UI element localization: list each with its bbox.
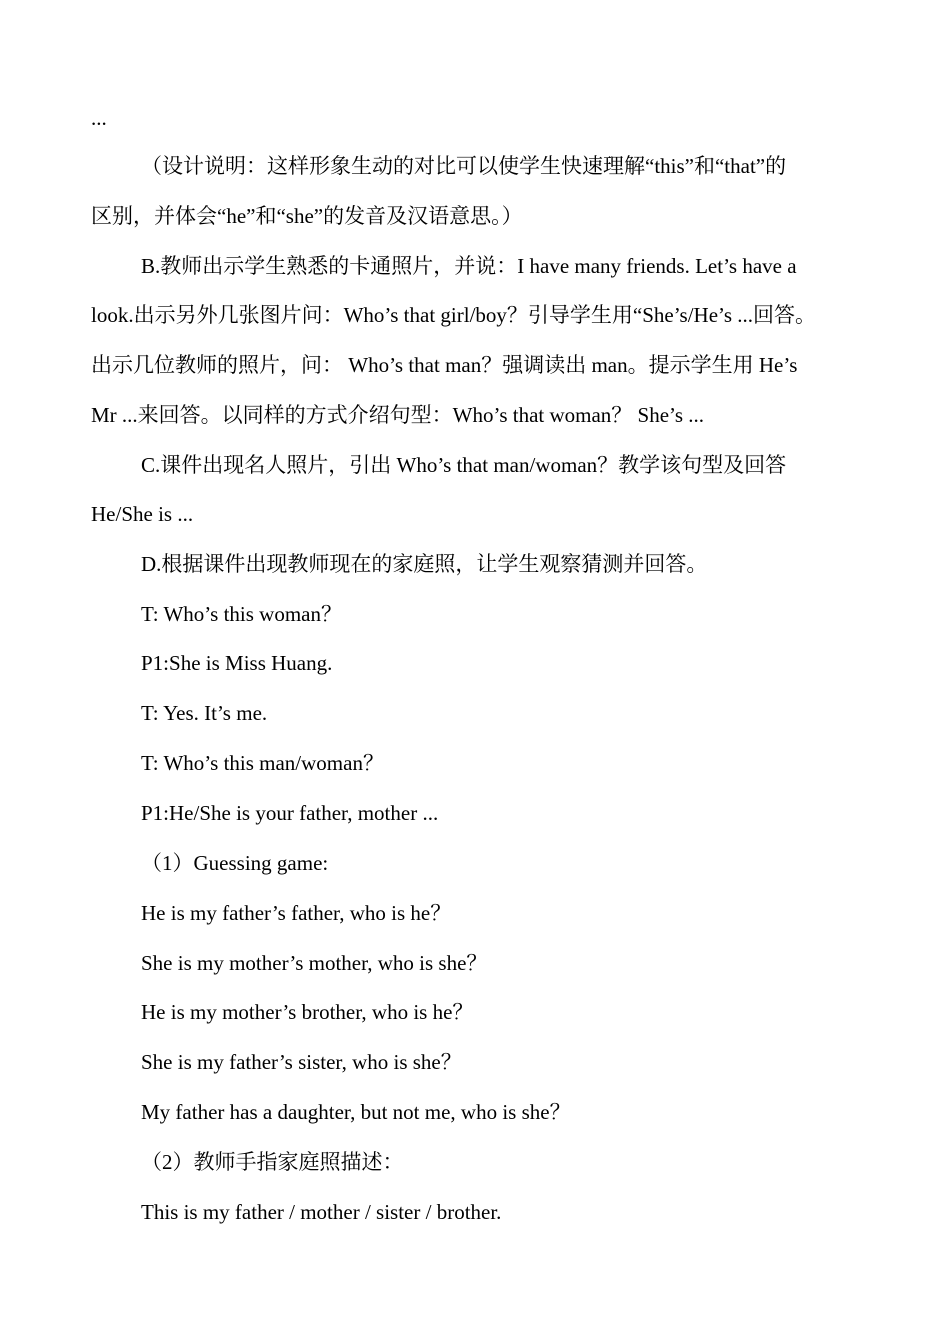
guessing-game-heading: （1）Guessing game: — [141, 851, 329, 875]
step-d-line: D.根据课件出现教师现在的家庭照，让学生观察猜测并回答。 — [141, 552, 708, 576]
step-c-line-1: C.课件出现名人照片，引出 Who’s that man/woman？教学该句型及回答 — [141, 453, 787, 477]
family-photo-heading: （2）教师手指家庭照描述： — [141, 1150, 404, 1174]
dialogue-line-2: P1:She is Miss Huang. — [141, 651, 333, 675]
ellipsis-line: ... — [91, 106, 107, 130]
family-description-line: This is my father / mother / sister / brother. — [141, 1200, 502, 1224]
dialogue-line-1: T: Who’s this woman？ — [141, 602, 342, 626]
step-c-line-2: He/She is ... — [91, 502, 194, 526]
dialogue-line-4: T: Who’s this man/woman？ — [141, 751, 384, 775]
step-b-line-1: B.教师出示学生熟悉的卡通照片，并说：I have many friends. Let’s have a — [141, 254, 797, 278]
guessing-line-4: She is my father’s sister, who is she？ — [141, 1050, 462, 1074]
guessing-line-3: He is my mother’s brother, who is he？ — [141, 1000, 474, 1024]
guessing-line-2: She is my mother’s mother, who is she？ — [141, 951, 488, 975]
design-note-line-2: 区别，并体会“he”和“she”的发音及汉语意思。） — [91, 204, 523, 228]
design-note-line-1: （设计说明：这样形象生动的对比可以使学生快速理解“this”和“that”的 — [141, 154, 787, 178]
guessing-line-1: He is my father’s father, who is he？ — [141, 901, 452, 925]
step-b-line-3: 出示几位教师的照片，问： Who’s that man？强调读出 man。提示学生用 He’s — [91, 353, 798, 377]
dialogue-line-3: T: Yes. It’s me. — [141, 701, 268, 725]
guessing-line-5: My father has a daughter, but not me, who is she？ — [141, 1100, 571, 1124]
step-b-line-2: look.出示另外几张图片问：Who’s that girl/boy？引导学生用“She’s/He’s ...回答。 — [91, 303, 817, 327]
dialogue-line-5: P1:He/She is your father, mother ... — [141, 801, 439, 825]
step-b-line-4: Mr ...来回答。以同样的方式介绍句型：Who’s that woman？ She’s ... — [91, 403, 705, 427]
